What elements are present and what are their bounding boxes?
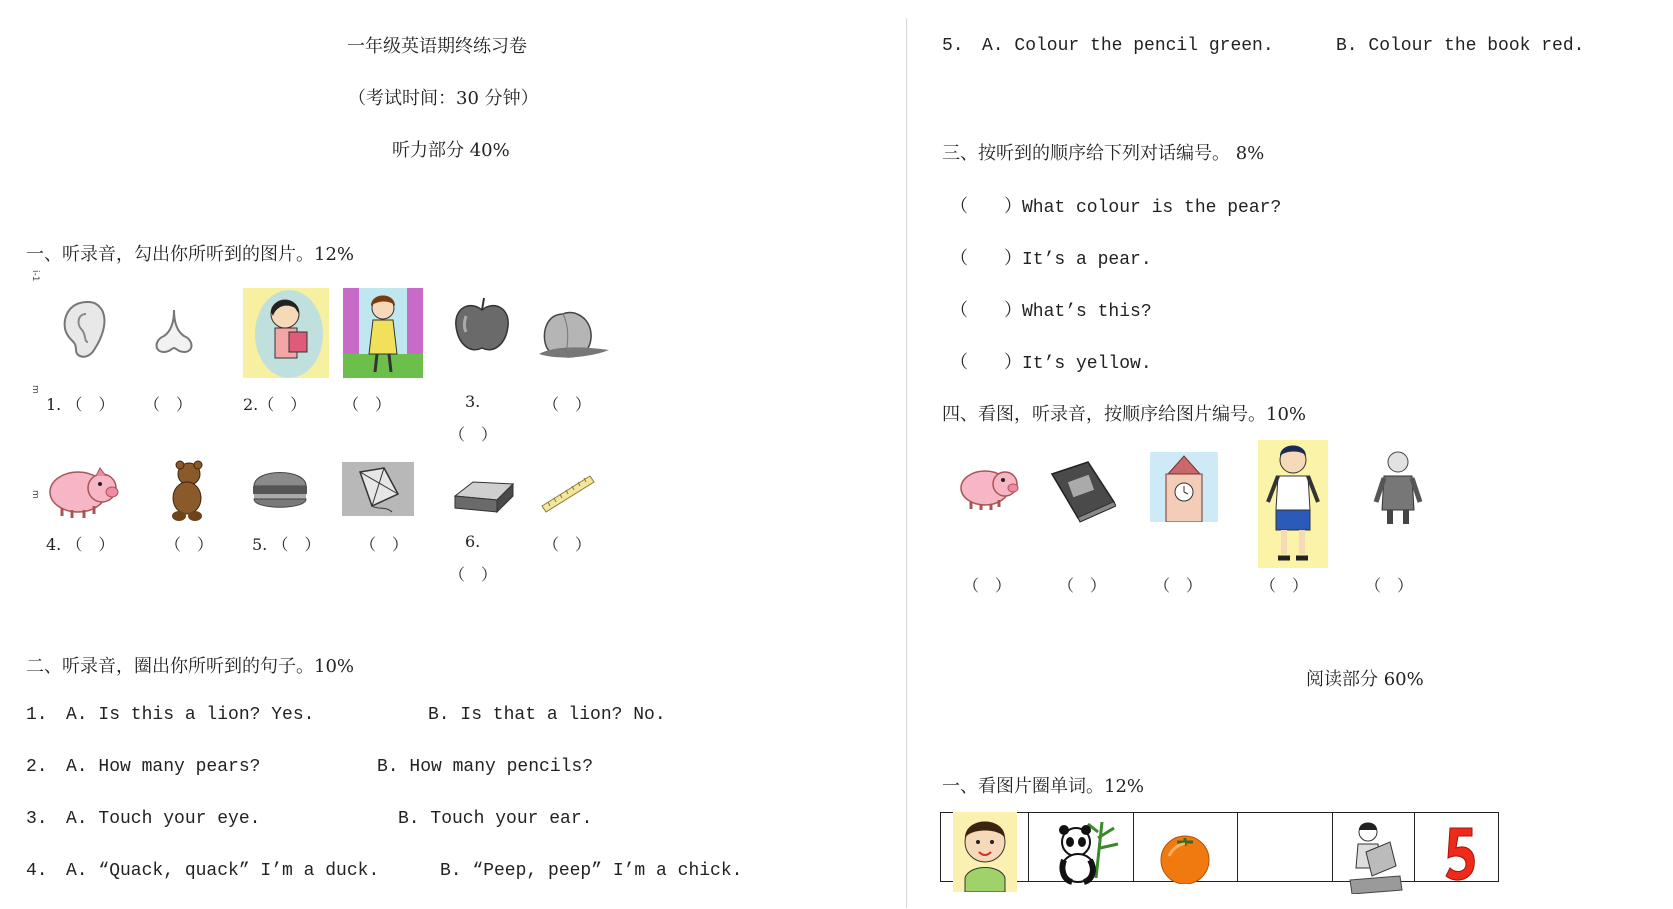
boy-icon [1258, 440, 1328, 568]
row1-label-5: 3. [465, 392, 481, 411]
margin-mark: i-1 [30, 270, 40, 282]
section4-heading: 四、看图，听录音，按顺序给图片编号。10% [942, 404, 1307, 425]
pig-icon [44, 464, 120, 520]
section2-heading: 二、听录音，圈出你所听到的句子。10% [26, 656, 355, 677]
section3-heading: 三、按听到的顺序给下列对话编号。 8% [942, 143, 1265, 164]
s3-item1: （ ）What colour is the pear? [950, 198, 1282, 218]
s2-item3-num: 3. [26, 809, 48, 829]
nose-icon [150, 308, 200, 356]
exam-time: （考试时间：30 分钟） [348, 88, 539, 109]
s2-item3-b: B. Touch your ear. [398, 809, 593, 829]
hamburger-icon [250, 462, 310, 516]
row2-label-7: （ ） [449, 565, 498, 584]
s3-item3: （ ）What’s this? [950, 302, 1152, 322]
girl-window-icon [343, 288, 423, 378]
reading-heading: 阅读部分 60% [1306, 669, 1424, 690]
row2-label-3: 5. （ ） [252, 535, 321, 554]
pig-icon [955, 462, 1021, 512]
orange-icon [1155, 830, 1215, 884]
row1-label-4: （ ） [343, 395, 392, 414]
apple-icon [452, 296, 512, 356]
margin-mark: m [30, 490, 40, 499]
s4-blank-3: （ ） [1154, 576, 1203, 595]
ruler-icon [540, 470, 596, 514]
s2-item4-b: B. “Peep, peep” I’m a chick. [440, 861, 743, 881]
reading-section1-heading: 一、看图片圈单词。12% [942, 776, 1145, 797]
s3-item4: （ ）It’s yellow. [950, 354, 1152, 374]
row2-label-4: （ ） [360, 535, 409, 554]
grandpa-icon [1368, 448, 1428, 528]
s2-item5-num: 5. [942, 36, 964, 56]
s4-blank-2: （ ） [1058, 576, 1107, 595]
s2-item4-num: 4. [26, 861, 48, 881]
s2-item3-a: A. Touch your eye. [66, 809, 261, 829]
s4-blank-1: （ ） [963, 576, 1012, 595]
page-divider [906, 18, 907, 908]
ear-icon [58, 298, 108, 360]
row1-label-2: （ ） [144, 395, 193, 414]
eraser-icon [451, 474, 517, 516]
s2-item1-b: B. Is that a lion? No. [428, 705, 666, 725]
row1-label-1: 1. （ ） [46, 395, 115, 414]
s2-item5-b: B. Colour the book red. [1336, 36, 1585, 56]
s2-item2-num: 2. [26, 757, 48, 777]
row2-label-6: （ ） [543, 535, 592, 554]
peach-icon [533, 306, 611, 364]
bear-icon [165, 460, 209, 522]
margin-mark: m [30, 385, 40, 394]
s2-item1-num: 1. [26, 705, 48, 725]
panda-icon [1052, 818, 1124, 886]
row2-label-2: （ ） [165, 535, 214, 554]
row1-label-6: （ ） [543, 395, 592, 414]
girl-reading-icon [1340, 818, 1406, 894]
girl-face-icon [953, 812, 1017, 892]
s2-item5-a: A. Colour the pencil green. [982, 36, 1274, 56]
girl-reading-icon [243, 288, 329, 378]
s4-blank-5: （ ） [1365, 576, 1414, 595]
clock-tower-icon [1150, 452, 1218, 522]
s3-item2: （ ）It’s a pear. [950, 250, 1152, 270]
row2-label-5: 6. [465, 532, 481, 551]
listening-heading: 听力部分 40% [392, 140, 510, 161]
row2-label-1: 4. （ ） [46, 535, 115, 554]
s2-item1-a: A. Is this a lion? Yes. [66, 705, 315, 725]
section1-heading: 一、听录音，勾出你所听到的图片。12% [26, 244, 355, 265]
s4-blank-4: （ ） [1260, 576, 1309, 595]
word-picture-table [940, 812, 1499, 882]
s2-item2-a: A. How many pears? [66, 757, 261, 777]
book-icon [1048, 458, 1116, 524]
number-five-icon [1440, 824, 1478, 886]
row1-label-7: （ ） [449, 425, 498, 444]
s2-item2-b: B. How many pencils? [377, 757, 594, 777]
table-cell [1237, 813, 1333, 881]
kite-icon [342, 462, 414, 516]
s2-item4-a: A. “Quack, quack” I’m a duck. [66, 861, 380, 881]
page-title: 一年级英语期终练习卷 [347, 36, 527, 57]
row1-label-3: 2.（ ） [243, 395, 307, 414]
